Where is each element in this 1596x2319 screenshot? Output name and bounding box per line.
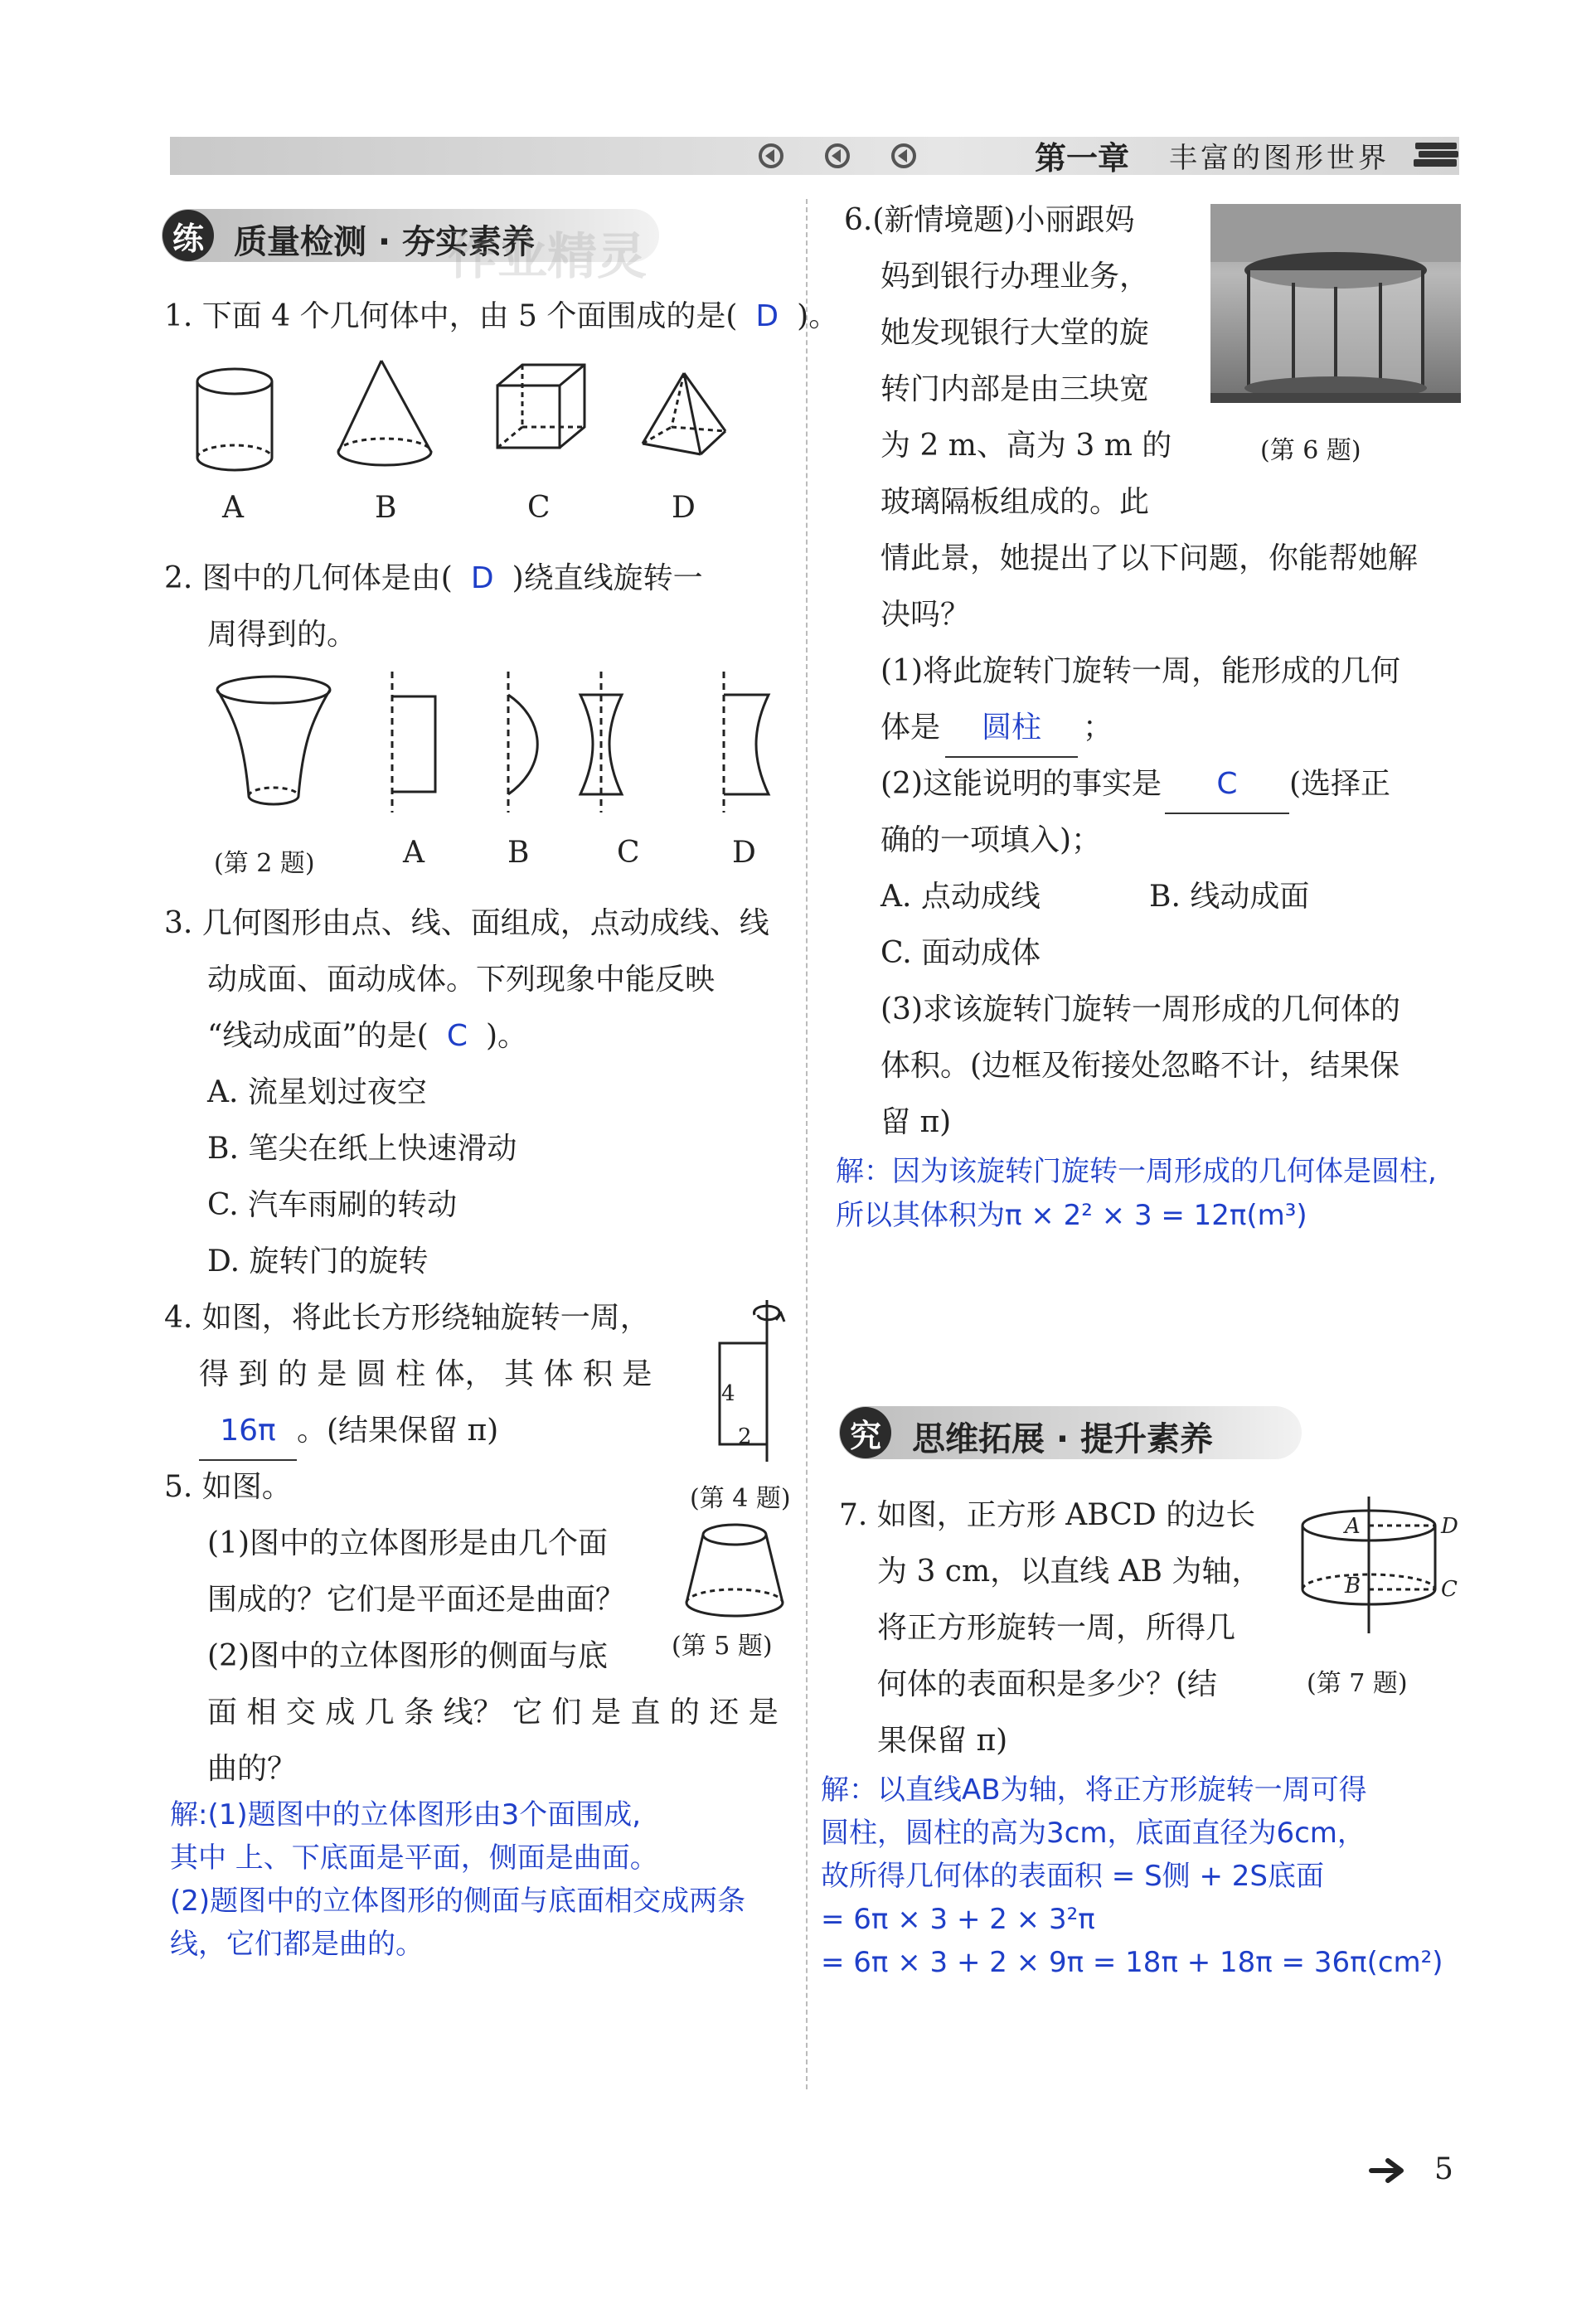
caption-q6: (第 6 题) bbox=[1260, 436, 1361, 465]
question-6-p2c: 确的一项填入)； bbox=[880, 823, 1102, 857]
q2-label-d: D bbox=[732, 836, 756, 870]
q6-option-c: C. 面动成体 bbox=[880, 936, 1041, 970]
question-7-line2: 为 3 cm，以直线 AB 为轴， bbox=[877, 1555, 1262, 1589]
page-number: 5 bbox=[1434, 2152, 1453, 2186]
q2-figures bbox=[211, 672, 792, 824]
question-5-p1b: 围成的？它们是平面还是曲面？ bbox=[207, 1583, 626, 1617]
header-nav bbox=[756, 141, 930, 171]
question-6-line3: 她发现银行大堂的旋 bbox=[880, 316, 1150, 350]
q6-solution-line1: 解：因为该旋转门旋转一周形成的几何体是圆柱, bbox=[836, 1155, 1437, 1188]
q6-option-a: A. 点动成线 bbox=[880, 880, 1041, 914]
section-title-2: 思维拓展 · 提升素养 bbox=[912, 1420, 1214, 1458]
q1-label-a: A bbox=[222, 491, 244, 525]
q5-solution-line1: 解:(1)题图中的立体图形由3个面围成, bbox=[170, 1798, 642, 1831]
question-5-line1: 5. 如图。 bbox=[164, 1470, 292, 1504]
question-7-line3: 将正方形旋转一周，所得几 bbox=[877, 1611, 1236, 1645]
q2-label-a: A bbox=[403, 836, 424, 870]
section-badge-2: 究 bbox=[840, 1407, 891, 1458]
column-divider bbox=[806, 199, 808, 2089]
q4-width-label: 2 bbox=[738, 1424, 752, 1449]
section-title: 质量检测 · 夯实素养 bbox=[234, 223, 536, 261]
question-1: 1. 下面 4 个几何体中，由 5 个面围成的是( D )。 bbox=[164, 299, 839, 333]
caption-q2: (第 2 题) bbox=[214, 849, 315, 878]
q6-option-b: B. 线动成面 bbox=[1149, 880, 1310, 914]
answer-3: C bbox=[446, 1019, 468, 1053]
watermark: 作业精灵 bbox=[448, 228, 647, 286]
question-5-p2c: 曲的？ bbox=[207, 1752, 298, 1786]
question-5-p2b: 面 相 交 成 几 条 线？ 它 们 是 直 的 还 是 bbox=[207, 1696, 779, 1730]
question-6-p3a: (3)求该旋转门旋转一周形成的几何体的 bbox=[880, 992, 1400, 1026]
section-badge: 练 bbox=[163, 210, 214, 261]
q1-label-b: B bbox=[375, 491, 397, 525]
question-6-line1: 6.(新情境题)小丽跟妈 bbox=[844, 203, 1135, 237]
q5-solution-line2: 其中 上、下底面是平面，侧面是曲面。 bbox=[170, 1841, 658, 1875]
q1-figures bbox=[187, 357, 767, 484]
q5-figure bbox=[680, 1521, 792, 1624]
question-2-line2: 周得到的。 bbox=[207, 618, 357, 652]
question-6-p1a: (1)将此旋转门旋转一周，能形成的几何 bbox=[880, 654, 1400, 688]
q5-solution-line4: 线，它们都是曲的。 bbox=[170, 1928, 424, 1961]
q7-solution-line3: 故所得几何体的表面积 = S侧 + 2S底面 bbox=[821, 1860, 1325, 1893]
caption-q4: (第 4 题) bbox=[690, 1484, 791, 1513]
question-7-line5: 果保留 π) bbox=[877, 1724, 1008, 1758]
question-6-p1b: 体是 圆柱 ； bbox=[880, 700, 1113, 758]
question-4-line3: 16π 。(结果保留 π) bbox=[199, 1403, 498, 1461]
answer-4: 16π bbox=[199, 1403, 297, 1461]
caption-q5: (第 5 题) bbox=[672, 1632, 773, 1661]
next-arrow-icon bbox=[1370, 2156, 1409, 2189]
answer-6-1: 圆柱 bbox=[945, 700, 1078, 758]
question-2: 2. 图中的几何体是由( D )绕直线旋转一 bbox=[164, 561, 703, 595]
question-6-line4: 转门内部是由三块宽 bbox=[880, 372, 1150, 406]
question-6-line2: 妈到银行办理业务， bbox=[880, 260, 1150, 294]
question-4-line1: 4. 如图，将此长方形绕轴旋转一周， bbox=[164, 1301, 650, 1335]
q1-label-d: D bbox=[672, 491, 696, 525]
chapter-label: 第一章 bbox=[1035, 140, 1130, 177]
question-6-line6: 玻璃隔板组成的。此 bbox=[880, 485, 1150, 519]
q2-label-b: B bbox=[507, 836, 530, 870]
q7-point-d: D bbox=[1441, 1514, 1458, 1539]
q3-option-d: D. 旋转门的旋转 bbox=[207, 1244, 429, 1278]
question-3-line2: 动成面、面动成体。下列现象中能反映 bbox=[207, 963, 716, 997]
q3-option-c: C. 汽车雨刷的转动 bbox=[207, 1188, 458, 1222]
q7-solution-line1: 解：以直线AB为轴，将正方形旋转一周可得 bbox=[821, 1773, 1367, 1807]
q4-height-label: 4 bbox=[721, 1381, 735, 1406]
question-5-p2a: (2)图中的立体图形的侧面与底 bbox=[207, 1639, 608, 1673]
q2-label-c: C bbox=[617, 836, 640, 870]
question-6-line5: 为 2 m、高为 3 m 的 bbox=[880, 429, 1172, 463]
question-6-p3b: 体积。(边框及衔接处忽略不计，结果保 bbox=[880, 1049, 1400, 1083]
question-6-line7: 情此景，她提出了以下问题，你能帮她解 bbox=[880, 541, 1419, 575]
question-6-p2a: (2)这能说明的事实是 C (选择正 bbox=[880, 756, 1390, 814]
q7-point-a: A bbox=[1345, 1514, 1361, 1539]
answer-1: D bbox=[755, 299, 779, 333]
caption-q7: (第 7 题) bbox=[1307, 1669, 1408, 1698]
q7-solution-line4: = 6π × 3 + 2 × 3²π bbox=[821, 1903, 1095, 1936]
left-arrow-icon bbox=[756, 141, 930, 171]
q7-solution-line5: = 6π × 3 + 2 × 9π = 18π + 18π = 36π(cm²) bbox=[821, 1946, 1443, 1979]
question-4-line2: 得 到 的 是 圆 柱 体， 其 体 积 是 bbox=[199, 1357, 652, 1391]
question-7-line4: 何体的表面积是多少？(结 bbox=[877, 1667, 1218, 1701]
question-6-line8: 决吗？ bbox=[880, 598, 971, 632]
q7-point-b: B bbox=[1345, 1574, 1361, 1599]
books-icon bbox=[1414, 138, 1460, 174]
answer-6-2: C bbox=[1165, 756, 1289, 814]
q3-option-b: B. 笔尖在纸上快速滑动 bbox=[207, 1132, 517, 1166]
q1-label-c: C bbox=[527, 491, 551, 525]
question-5-p1a: (1)图中的立体图形是由几个面 bbox=[207, 1526, 608, 1560]
question-6-p3c: 留 π) bbox=[880, 1105, 952, 1139]
chapter-title: 丰富的图形世界 bbox=[1169, 142, 1390, 175]
question-3-line3: “线动成面”的是( C )。 bbox=[207, 1019, 528, 1053]
q7-figure bbox=[1298, 1497, 1464, 1641]
q7-point-c: C bbox=[1441, 1577, 1458, 1602]
question-7-line1: 7. 如图，正方形 ABCD 的边长 bbox=[839, 1498, 1256, 1532]
q3-option-a: A. 流星划过夜空 bbox=[207, 1075, 427, 1109]
answer-2: D bbox=[470, 561, 494, 595]
q7-solution-line2: 圆柱，圆柱的高为3cm，底面直径为6cm， bbox=[821, 1817, 1366, 1850]
q5-solution-line3: (2)题图中的立体图形的侧面与底面相交成两条 bbox=[170, 1885, 746, 1918]
q6-solution-line2: 所以其体积为π × 2² × 3 = 12π(m³) bbox=[836, 1199, 1307, 1232]
revolving-door-photo bbox=[1210, 204, 1461, 403]
question-3-line1: 3. 几何图形由点、线、面组成，点动成线、线 bbox=[164, 906, 769, 940]
